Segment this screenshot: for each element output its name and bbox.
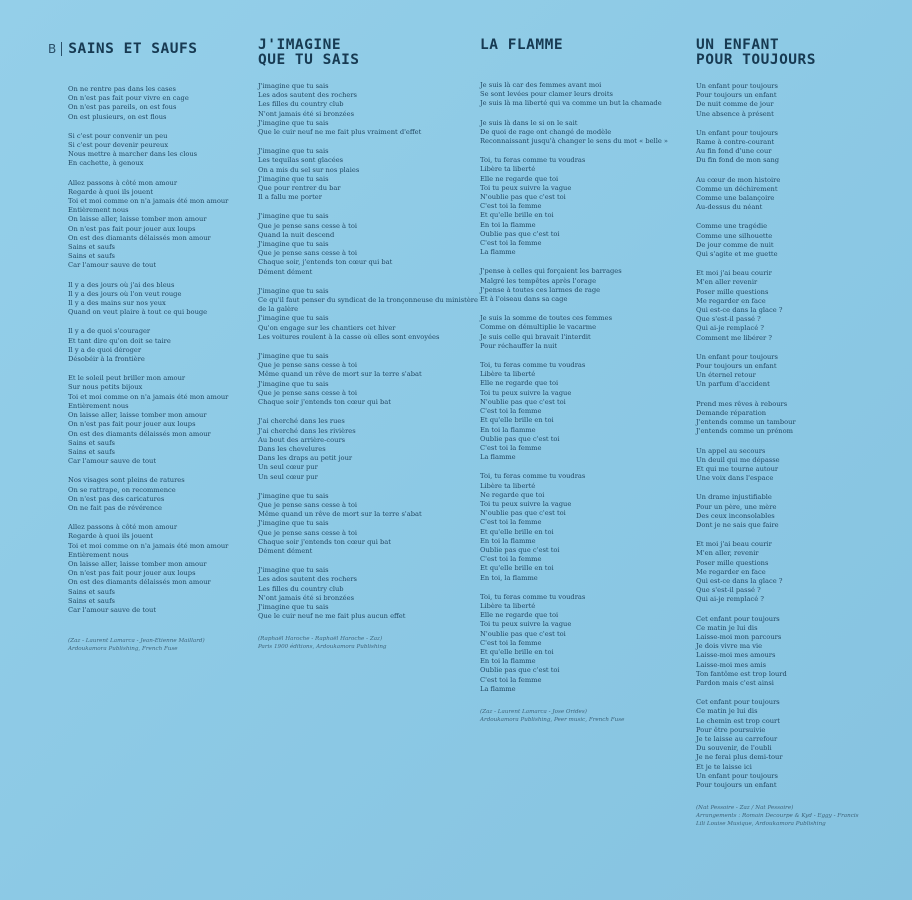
lyric-line: On laisse aller, laisse tomber mon amour — [68, 559, 207, 568]
lyric-line: On n'est pas fait pour jouer aux loups — [68, 224, 196, 233]
lyric-line: Qui est-ce dans la glace ? — [696, 306, 783, 315]
lyric-line: C'est toi la femme — [480, 443, 542, 452]
lyric-line: En toi la flamme — [480, 536, 536, 545]
lyric-line: Il y a de quoi déroger — [68, 345, 142, 354]
lyric-line: Comme une balançoire — [696, 194, 775, 203]
lyric-line: Ton fantôme est trop lourd — [696, 669, 787, 678]
song-credits — [258, 635, 468, 651]
lyric-line: Laisse-moi mes amis — [696, 660, 767, 669]
stanza — [258, 82, 468, 137]
lyric-line: Poser mille questions — [696, 558, 769, 567]
lyric-line: de la galère — [258, 305, 299, 314]
lyric-line: C'est toi la femme — [480, 638, 542, 647]
lyric-line: Chaque soir j'entends ton cœur qui bat — [258, 537, 391, 546]
lyric-line: Et qu'elle brille en toi — [480, 647, 554, 656]
lyric-line: La flamme — [480, 684, 516, 693]
lyric-line: Entièrement nous — [68, 401, 129, 410]
lyric-line: J'imagine que tu sais — [258, 602, 329, 611]
lyric-line: N'oublie pas que c'est toi — [480, 629, 566, 638]
lyric-line: Que pour rentrer du bar — [258, 184, 341, 193]
lyric-line: Pour toujours un enfant — [696, 91, 777, 100]
lyric-line: Comme on démultiplie le vacarme — [480, 323, 597, 332]
lyric-line: On est des diamants délaissés mon amour — [68, 233, 211, 242]
stanza — [480, 593, 680, 694]
lyric-line: Quand on veut plaire à tout ce qui bouge — [68, 308, 208, 317]
lyric-line: Sains et saufs — [68, 596, 115, 605]
lyric-line: Au cœur de mon histoire — [696, 175, 781, 184]
lyric-line: N'ont jamais été si bronzées — [258, 593, 355, 602]
lyric-line: En toi la flamme — [480, 425, 536, 434]
credit-line: Lili Louise Musique, Ardoukamora Publishing — [696, 821, 826, 828]
lyric-line: Oublie pas que c'est toi — [480, 434, 560, 443]
lyric-line: J'imagine que tu sais — [258, 519, 329, 528]
lyric-line: On est des diamants délaissés mon amour — [68, 578, 211, 587]
stanza — [480, 267, 680, 304]
lyric-line: Que le cuir neuf ne me fait plus vraiment d'effet — [258, 128, 422, 137]
lyric-line: On se rattrape, on recommence — [68, 485, 176, 494]
lyric-line: Ce qu'il faut penser du syndicat de la tronçonneuse du ministère — [258, 296, 478, 305]
lyric-line: Me regarder en face — [696, 567, 766, 576]
stanza — [258, 212, 468, 276]
lyric-line: Toi, tu feras comme tu voudras — [480, 592, 586, 601]
lyric-line: Toi, tu feras comme tu voudras — [480, 156, 586, 165]
lyric-line: Je te laisse au carrefour — [696, 734, 778, 743]
lyric-line: Toi tu peux suivre la vague — [480, 388, 572, 397]
lyric-line: Toi et moi comme on n'a jamais été mon amour — [68, 541, 229, 550]
lyric-line: J'imagine que tu sais — [258, 212, 329, 221]
lyric-line: J'imagine que tu sais — [258, 118, 329, 127]
lyric-line: Comment me libérer ? — [696, 333, 772, 342]
lyric-line: Au bout des arrière-cours — [258, 435, 346, 444]
lyric-line: Et qu'elle brille en toi — [480, 211, 554, 220]
stanza — [258, 147, 468, 202]
lyric-line: J'imagine que tu sais — [258, 491, 329, 500]
lyric-line: Je dois vivre ma vie — [696, 642, 763, 651]
lyric-line: Et à l'oiseau dans sa cage — [480, 295, 568, 304]
lyric-line: Si c'est pour convenir un peu — [68, 131, 168, 140]
stanza — [258, 566, 468, 621]
lyric-line: Pour réchauffer la nuit — [480, 341, 558, 350]
lyric-line: Que je pense sans cesse à toi — [258, 361, 357, 370]
lyric-line: Qui ai-je remplacé ? — [696, 324, 764, 333]
lyric-line: Je suis la somme de toutes ces femmes — [480, 314, 613, 323]
lyric-line: On n'est pas des caricatures — [68, 494, 165, 503]
credit-line: Ardoukamora Publishing, French Fuse — [68, 646, 178, 653]
stanza — [258, 492, 468, 556]
lyric-line: Se sont levées pour clamer leurs droits — [480, 90, 613, 99]
stanza — [480, 314, 680, 351]
column-la-flamme — [480, 38, 680, 724]
lyric-line: Toi tu peux suivre la vague — [480, 620, 572, 629]
lyric-line: Si c'est pour devenir peureux — [68, 141, 169, 150]
lyric-line: J'imagine que tu sais — [258, 566, 329, 575]
stanza — [480, 361, 680, 462]
lyric-line: Nos visages sont pleins de ratures — [68, 476, 185, 485]
lyric-line: Sains et saufs — [68, 587, 115, 596]
column-un-enfant-pour-toujours — [696, 38, 896, 828]
lyric-line: De nuit comme de jour — [696, 100, 774, 109]
lyric-line: Et je te laisse ici — [696, 762, 752, 771]
stanza — [696, 353, 896, 390]
song-title: LA FLAMME — [480, 37, 564, 53]
lyric-line: Que je pense sans cesse à toi — [258, 388, 357, 397]
lyric-line: En toi, la flamme — [480, 573, 538, 582]
lyric-line: Pour toujours un enfant — [696, 781, 777, 789]
lyric-line: Une absence à présent — [696, 109, 774, 118]
credit-line: (Zaz - Laurent Lamarca - Jose Orides) — [480, 708, 587, 715]
stanza — [696, 447, 896, 484]
lyric-line: On ne rentre pas dans les cases — [68, 85, 176, 93]
lyric-line: Comme une silhouette — [696, 231, 773, 240]
lyric-line: Oublie pas que c'est toi — [480, 666, 560, 675]
lyric-line: Je suis celle qui bravait l'interdit — [480, 332, 591, 341]
lyrics — [258, 82, 478, 621]
lyric-line: Un parfum d'accident — [696, 380, 770, 389]
lyric-line: Laisse-moi mes amours — [696, 651, 776, 660]
column-sains-et-saufs — [48, 38, 238, 653]
song-credits — [68, 637, 238, 653]
song-title: UN ENFANT POUR TOUJOURS — [696, 37, 816, 68]
lyric-line: N'oublie pas que c'est toi — [480, 397, 566, 406]
lyric-line: Entièrement nous — [68, 206, 129, 215]
lyric-line: Oublie pas que c'est toi — [480, 545, 560, 554]
stanza — [696, 615, 896, 689]
lyric-line: Comme une tragédie — [696, 222, 768, 231]
stanza — [696, 540, 896, 604]
lyric-line: Qui ai-je remplacé ? — [696, 595, 764, 604]
stanza — [696, 269, 896, 343]
lyric-line: On n'est pas fait pour jouer aux loups — [68, 420, 196, 429]
lyric-line: J'ai cherché dans les rivières — [258, 426, 356, 435]
stanza — [480, 156, 680, 257]
lyric-line: Au fin fond d'une cour — [696, 147, 772, 156]
lyric-line: Un enfant pour toujours — [696, 352, 778, 361]
stanza — [258, 286, 478, 342]
lyric-line: Un enfant pour toujours — [696, 771, 778, 780]
credit-line: (Raphaël Haroche - Raphaël Haroche - Zaz) — [258, 636, 383, 643]
lyric-line: Qu'on engage sur les chantiers cet hiver — [258, 323, 396, 332]
lyric-line: Que je pense sans cesse à toi — [258, 249, 357, 258]
credit-line: Paris 1900 éditions, Ardoukamora Publishing — [258, 644, 387, 651]
lyric-line: Même quand un rêve de mort sur la terre s'abat — [258, 510, 422, 519]
lyric-line: On est des diamants délaissés mon amour — [68, 429, 211, 438]
lyric-line: En cachette, à genoux — [68, 159, 144, 168]
lyric-line: Un enfant pour toujours — [696, 82, 778, 90]
stanza — [258, 352, 468, 407]
lyric-line: Un éternel retour — [696, 371, 756, 380]
stanza — [258, 417, 468, 481]
lyric-line: Chaque soir j'entends ton cœur qui bat — [258, 398, 391, 407]
lyric-line: N'oublie pas que c'est toi — [480, 509, 566, 518]
lyric-line: Toi tu peux suivre la vague — [480, 183, 572, 192]
lyric-line: Nous mettre à marcher dans les clous — [68, 150, 198, 159]
lyric-line: Et moi j'ai beau courir — [696, 269, 772, 278]
song-title: J'IMAGINE QUE TU SAIS — [258, 37, 360, 68]
lyric-line: M'en aller revenir — [696, 278, 758, 287]
lyric-line: Que s'est-il passé ? — [696, 315, 761, 324]
lyric-line: Les ados sautent des rochers — [258, 575, 357, 584]
lyric-line: Regarde à quoi ils jouent — [68, 187, 154, 196]
lyric-line: C'est toi la femme — [480, 407, 542, 416]
stanza — [480, 472, 680, 582]
lyric-line: Quand la nuit descend — [258, 230, 335, 239]
lyric-line: En toi la flamme — [480, 657, 536, 666]
lyric-line: Libère ta liberté — [480, 165, 536, 174]
lyric-line: En toi la flamme — [480, 220, 536, 229]
song-credits — [480, 708, 680, 724]
stanza — [68, 327, 238, 364]
lyric-line: Ce matin je lui dis — [696, 623, 758, 632]
lyric-line: Toi et moi comme on n'a jamais été mon amour — [68, 392, 229, 401]
lyric-line: On n'est pas fait pour jouer aux loups — [68, 569, 196, 578]
lyric-line: Que le cuir neuf ne me fait plus aucun effet — [258, 612, 406, 621]
stanza — [696, 176, 896, 213]
lyric-line: Pardon mais c'est ainsi — [696, 678, 774, 687]
lyric-line: On laisse aller, laisse tomber mon amour — [68, 215, 207, 224]
lyric-line: Laisse-moi mon parcours — [696, 632, 782, 641]
lyric-line: C'est toi la femme — [480, 555, 542, 564]
lyric-line: Elle ne regarde que toi — [480, 611, 559, 620]
lyrics — [48, 85, 238, 615]
lyric-line: Des ceux inconsolables — [696, 511, 775, 520]
lyric-line: Désobéir à la frontière — [68, 355, 145, 364]
stanza — [68, 523, 238, 615]
lyric-line: Je ne ferai plus demi-tour — [696, 753, 783, 762]
lyric-line: Pour toujours un enfant — [696, 362, 777, 371]
lyric-line: C'est toi la femme — [480, 675, 542, 684]
lyric-line: Les tequilas sont glacées — [258, 156, 344, 165]
lyric-line: Comme un déchirement — [696, 184, 778, 193]
lyric-line: J'imagine que tu sais — [258, 286, 329, 295]
lyric-line: Sains et saufs — [68, 438, 115, 447]
lyric-line: Un drame injustifiable — [696, 493, 772, 502]
lyric-line: Ce matin je lui dis — [696, 707, 758, 716]
lyric-line: Rame à contre-courant — [696, 138, 775, 147]
lyric-line: Dément dément — [258, 546, 313, 555]
lyric-line: Cet enfant pour toujours — [696, 614, 780, 623]
lyric-line: Du fin fond de mon sang — [696, 156, 780, 165]
lyric-line: Les voitures roulent à la casse où elles sont envoyées — [258, 332, 440, 341]
lyric-line: Sains et saufs — [68, 252, 115, 261]
credit-line: Arrangements : Romain Decourpe & Kyd - Eggy - Francis — [696, 813, 859, 820]
credit-line: (Zaz - Laurent Lamarca - Jean-Etienne Maillard) — [68, 638, 205, 645]
lyric-line: J'imagine que tu sais — [258, 352, 329, 361]
lyric-line: Libère ta liberté — [480, 370, 536, 379]
lyric-line: Dans les draps au petit jour — [258, 454, 353, 463]
lyric-line: Un deuil qui me dépasse — [696, 455, 780, 464]
lyric-line: Libère ta liberté — [480, 481, 536, 490]
lyric-line: Il y a des mains sur nos yeux — [68, 299, 166, 308]
lyric-line: Que je pense sans cesse à toi — [258, 500, 357, 509]
lyric-line: Regarde à quoi ils jouent — [68, 532, 154, 541]
lyric-line: Pour être poursuivie — [696, 725, 766, 734]
stanza — [480, 119, 680, 147]
lyric-line: Pour un père, une mère — [696, 502, 777, 511]
lyric-line: Dans les chevelures — [258, 444, 326, 453]
lyric-line: J'imagine que tu sais — [258, 82, 329, 90]
lyric-line: Même quand un rêve de mort sur la terre s'abat — [258, 370, 422, 379]
lyric-line: J'imagine que tu sais — [258, 174, 329, 183]
lyric-line: Il y a des jours où j'ai des bleus — [68, 280, 175, 289]
lyric-line: C'est toi la femme — [480, 202, 542, 211]
lyric-line: Oublie pas que c'est toi — [480, 229, 560, 238]
lyric-line: Du souvenir, de l'oubli — [696, 744, 772, 753]
lyric-line: Elle ne regarde que toi — [480, 174, 559, 183]
lyric-line: J'imagine que tu sais — [258, 147, 329, 156]
lyric-line: Les ados sautent des rochers — [258, 91, 357, 100]
lyric-line: J'imagine que tu sais — [258, 240, 329, 249]
credit-line: (Nat Pessoire - Zaz / Nat Pessoire) — [696, 805, 794, 812]
lyric-line: Allez passons à côté mon amour — [68, 523, 178, 532]
lyric-line: Un seul cœur pur — [258, 463, 318, 472]
song-title: SAINS ET SAUFS — [68, 41, 198, 57]
lyric-line: Entièrement nous — [68, 550, 129, 559]
stanza — [68, 132, 238, 169]
lyric-line: Et qu'elle brille en toi — [480, 416, 554, 425]
stanza — [68, 85, 238, 122]
lyrics — [696, 82, 896, 790]
lyric-line: Il y a des jours où l'on veut rouge — [68, 289, 182, 298]
lyric-line: J'pense à toutes ces larmes de rage — [480, 285, 601, 294]
lyric-line: J'pense à celles qui forçaient les barrages — [480, 267, 622, 276]
lyric-line: J'entends comme un prénom — [696, 427, 793, 436]
lyric-line: Sains et saufs — [68, 447, 115, 456]
side-letter: B — [48, 42, 62, 56]
lyric-line: On n'est pas pareils, on est fous — [68, 103, 177, 112]
lyric-line: Il y a de quoi s'courager — [68, 327, 151, 336]
lyric-line: Il a fallu me porter — [258, 193, 322, 202]
lyric-line: Qui s'agite et me guette — [696, 250, 778, 259]
lyric-line: Elle ne regarde que toi — [480, 379, 559, 388]
lyric-line: On est plusieurs, on est flous — [68, 112, 167, 121]
lyric-line: Les filles du country club — [258, 584, 344, 593]
lyric-line: Chaque soir, j'entends ton cœur qui bat — [258, 258, 393, 267]
lyric-line: Demande réparation — [696, 408, 767, 417]
lyric-line: J'ai cherché dans les rues — [258, 417, 345, 426]
lyric-line: M'en aller, revenir — [696, 549, 759, 558]
stanza — [696, 129, 896, 166]
lyric-line: C'est toi la femme — [480, 518, 542, 527]
lyric-line: Et qu'elle brille en toi — [480, 564, 554, 573]
lyric-line: Toi, tu feras comme tu voudras — [480, 472, 586, 481]
lyric-line: Car l'amour sauve de tout — [68, 457, 157, 466]
lyric-line: Le chemin est trop court — [696, 716, 780, 725]
lyric-line: Et qu'elle brille en toi — [480, 527, 554, 536]
lyric-line: Car l'amour sauve de tout — [68, 261, 157, 270]
lyric-line: Toi tu peux suivre la vague — [480, 499, 572, 508]
lyric-line: Sains et saufs — [68, 243, 115, 252]
lyric-line: N'oublie pas que c'est toi — [480, 193, 566, 202]
lyric-line: Que s'est-il passé ? — [696, 586, 761, 595]
lyric-line: Un enfant pour toujours — [696, 128, 778, 137]
lyric-line: Au-dessus du néant — [696, 203, 763, 212]
lyric-line: Je suis là dans le si on le sait — [480, 118, 578, 127]
column-j-imagine-que-tu-sais — [258, 37, 478, 651]
stanza — [480, 81, 680, 109]
lyric-line: On laisse aller, laisse tomber mon amour — [68, 411, 207, 420]
stanza — [696, 698, 896, 790]
lyric-line: On a mis du sel sur nos plaies — [258, 165, 360, 174]
lyric-line: Que je pense sans cesse à toi — [258, 221, 357, 230]
lyric-line: Allez passons à côté mon amour — [68, 178, 178, 187]
lyric-line: La flamme — [480, 453, 516, 462]
lyric-line: Je suis là car des femmes avant moi — [480, 81, 602, 89]
lyric-line: Poser mille questions — [696, 287, 769, 296]
lyric-line: Prend mes rêves à rebours — [696, 399, 788, 408]
lyric-line: Je suis là ma liberté qui va comme un but la chamade — [480, 99, 662, 108]
lyric-line: Libère ta liberté — [480, 601, 536, 610]
lyric-line: Que je pense sans cesse à toi — [258, 528, 357, 537]
lyric-line: J'imagine que tu sais — [258, 379, 329, 388]
lyric-line: Toi et moi comme on n'a jamais été mon amour — [68, 197, 229, 206]
lyric-line: La flamme — [480, 248, 516, 257]
lyric-line: De quoi de rage ont changé de modèle — [480, 127, 612, 136]
stanza — [68, 179, 238, 271]
lyric-line: Et tant dire qu'on doit se taire — [68, 336, 171, 345]
lyrics — [480, 81, 680, 694]
lyric-line: J'entends comme un tambour — [696, 418, 796, 427]
stanza — [68, 476, 238, 513]
lyric-line: Un appel au secours — [696, 446, 766, 455]
credit-line: Ardoukamora Publishing, Peer music, French Fuse — [480, 716, 625, 723]
lyric-line: Me regarder en face — [696, 296, 766, 305]
lyric-line: Et le soleil peut briller mon amour — [68, 374, 186, 383]
stanza — [68, 281, 238, 318]
lyric-line: Reconnaissant jusqu'à changer le sens du mot « belle » — [480, 137, 669, 146]
lyric-line: Malgré les tempêtes après l'orage — [480, 276, 597, 285]
lyric-line: Dément dément — [258, 267, 313, 276]
lyric-line: C'est toi la femme — [480, 239, 542, 248]
lyric-line: On n'est pas fait pour vivre en cage — [68, 94, 189, 103]
lyric-line: Qui est-ce dans la glace ? — [696, 576, 783, 585]
lyric-line: Et moi j'ai beau courir — [696, 540, 772, 549]
stanza — [68, 374, 238, 466]
lyric-line: Toi, tu feras comme tu voudras — [480, 361, 586, 370]
stanza — [696, 82, 896, 119]
stanza — [696, 400, 896, 437]
lyric-line: De jour comme de nuit — [696, 240, 774, 249]
lyric-line: Car l'amour sauve de tout — [68, 605, 157, 614]
lyric-line: Un seul cœur pur — [258, 472, 318, 481]
lyric-line: Sur nous petits bijoux — [68, 383, 143, 392]
lyric-line: J'imagine que tu sais — [258, 314, 329, 323]
lyric-line: Les filles du country club — [258, 100, 344, 109]
lyric-line: Ne regarde que toi — [480, 490, 545, 499]
stanza — [696, 222, 896, 259]
lyric-line: Et qui me tourne autour — [696, 464, 779, 473]
lyric-line: On ne fait pas de révérence — [68, 503, 162, 512]
lyric-line: N'ont jamais été si bronzées — [258, 109, 355, 118]
stanza — [696, 493, 896, 530]
lyric-line: Une voix dans l'espace — [696, 474, 774, 483]
song-credits — [696, 804, 896, 828]
lyric-line: Dont je ne sais que faire — [696, 520, 779, 529]
lyric-line: Cet enfant pour toujours — [696, 698, 780, 707]
